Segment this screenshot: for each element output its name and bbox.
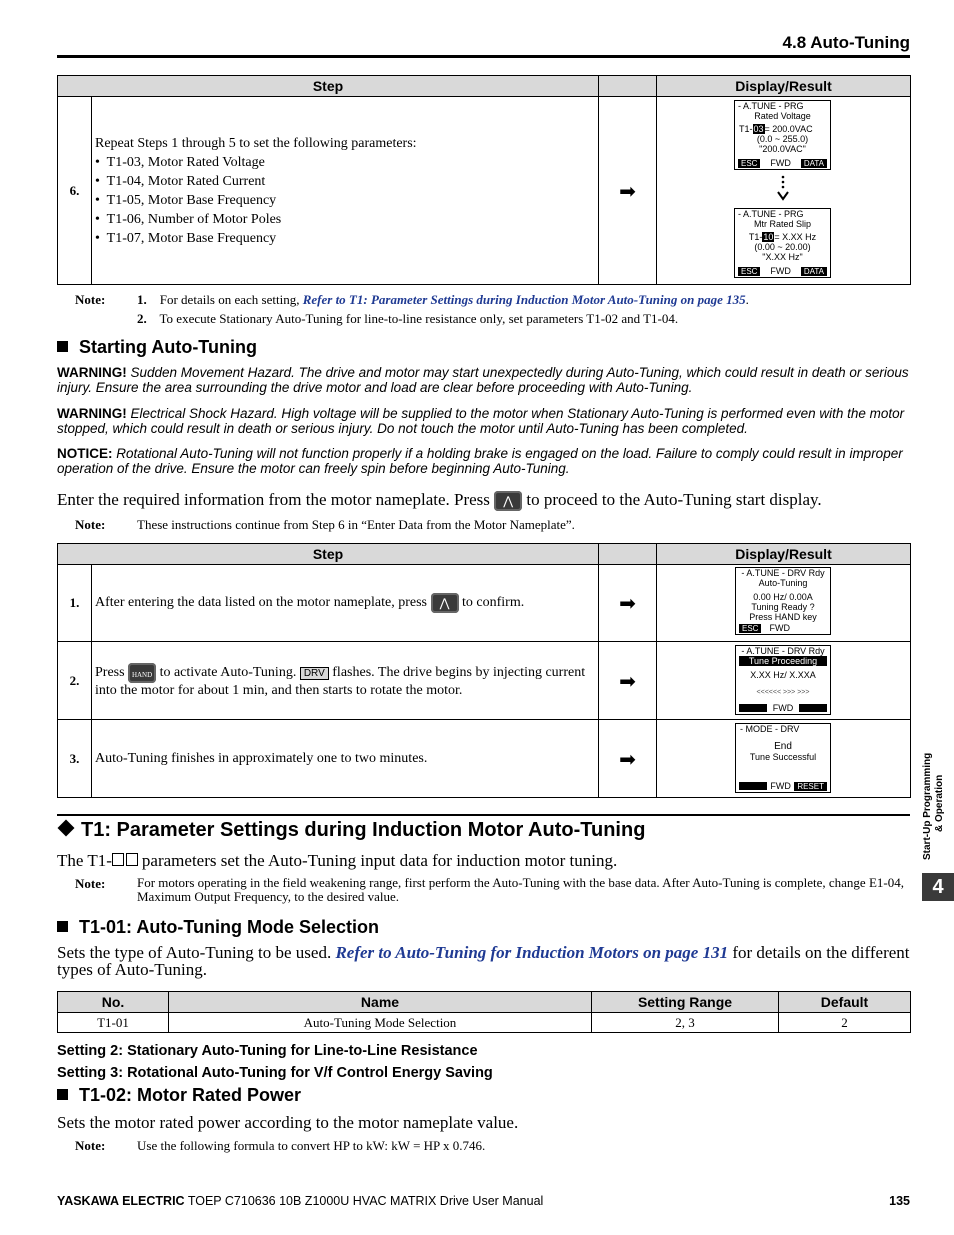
lcd-display-rated-voltage: - A.TUNE - PRG Rated Voltage T1-03= 200.0VAC (0.0 ~ 255.0) "200.0VAC" ESC FWD DATA [734,100,831,170]
note-label: Note: [75,876,106,891]
arrow-icon: ➡ [599,97,657,285]
heading-t1-parameters: T1: Parameter Settings during Induction Motor Auto-Tuning [57,819,645,842]
t1-01-description: Sets the type of Auto-Tuning to be used. Refer to Auto-Tuning for Induction Motors on page 131 for details on the different types of Auto-Tuning. [57,943,910,979]
list-item: • T1-07, Motor Base Frequency [95,230,277,246]
cell-no: T1-01 [58,1013,169,1033]
col-arrow [599,544,657,565]
note-text: For motors operating in the field weakening range, first perform the Auto-Tuning with the base data. After Auto-Tuning is complete, change E1-04, Maximum Output Frequency, to the desired value. [137,875,904,904]
page-link[interactable]: Refer to Auto-Tuning for Induction Motors on page 131 [335,943,729,962]
drv-indicator: DRV [300,667,329,680]
step-intro: Repeat Steps 1 through 5 to set the following parameters: [95,135,417,151]
step-text: After entering the data listed on the motor nameplate, press ⋀ to confirm. [92,565,599,642]
t1-02-description: Sets the motor rated power according to the motor nameplate value. [57,1113,519,1132]
step-text [92,97,599,285]
arrow-icon: ➡ [599,642,657,720]
step-number: 1. [58,565,92,642]
col-no: No. [58,992,169,1013]
page-link[interactable]: Refer to T1: Parameter Settings during Induction Motor Auto-Tuning on page 135 [302,292,746,307]
lcd-display-tune-proceeding: - A.TUNE - DRV Rdy Tune Proceeding X.XX Hz/ X.XXA <<<<<< >>> >>> FWD [735,645,831,715]
page-number: 135 [889,1194,910,1208]
bullet-square-icon [57,921,68,932]
col-display: Display/Result [657,544,911,565]
hand-key-icon: HAND [128,663,156,683]
lcd-display-tuning-ready: - A.TUNE - DRV Rdy Auto-Tuning 0.00 Hz/ 0.00A Tuning Ready ? Press HAND key ESC FWD [735,567,831,635]
setting-3-heading: Setting 3: Rotational Auto-Tuning for V/f Control Energy Saving [57,1065,493,1081]
scroll-down-icon [776,174,790,204]
note-item-1: 1. For details on each setting, Refer to T1: Parameter Settings during Induction Motor Auto-Tuning on page 135. [137,292,749,307]
arrow-icon: ➡ [599,565,657,642]
list-item: • T1-04, Motor Rated Current [95,173,266,189]
col-step: Step [58,544,599,565]
placeholder-box-icon [112,853,124,866]
header-rule [57,55,910,58]
note-item-2: 2. To execute Stationary Auto-Tuning for line-to-line resistance only, set parameters T1-02 and T1-04. [137,311,679,326]
footer-doc: YASKAWA ELECTRIC TOEP C710636 10B Z1000U HVAC MATRIX Drive User Manual [57,1194,544,1208]
step-text: Press HAND to activate Auto-Tuning. DRV flashes. The drive begins by injecting current into the motor for about 1 min, and then starts to rotate the motor. [92,642,599,720]
bullet-square-icon [57,1089,68,1100]
step-number: 6. [58,97,92,285]
warning-shock: WARNING! Electrical Shock Hazard. High voltage will be supplied to the motor when Stationary Auto-Tuning is performed even with the motor stopped, which could result in death or serious injury. Do not touch the motor until Auto-Tuning has been completed. [57,406,905,436]
enter-instructions: Enter the required information from the motor nameplate. Press ⋀ to proceed to the Auto-Tuning start display. [57,490,912,511]
section-title: 4.8 Auto-Tuning [782,33,910,52]
col-step: Step [58,76,599,97]
step-number: 2. [58,642,92,720]
placeholder-box-icon [126,853,138,866]
list-item: • T1-06, Number of Motor Poles [95,211,282,227]
section-rule [57,814,910,816]
cell-range: 2, 3 [592,1013,779,1033]
up-key-icon: ⋀ [494,491,522,511]
diamond-bullet-icon [58,820,75,837]
setting-2-heading: Setting 2: Stationary Auto-Tuning for Line-to-Line Resistance [57,1043,478,1059]
cell-name: Auto-Tuning Mode Selection [169,1013,592,1033]
list-item: • T1-05, Motor Base Frequency [95,192,277,208]
chapter-tab: 4 [922,873,954,901]
up-key-icon: ⋀ [431,593,459,613]
bullet-square-icon [57,341,68,352]
list-item: • T1-03, Motor Rated Voltage [95,154,265,170]
note-label: Note: [75,292,106,307]
esc-key: ESC [738,267,760,276]
heading-starting-auto-tuning: Starting Auto-Tuning [57,337,257,358]
col-setting-range: Setting Range [592,992,779,1013]
step-number: 3. [58,720,92,798]
reset-key: RESET [794,782,827,791]
note-label: Note: [75,1138,106,1153]
col-arrow [599,76,657,97]
note-text: These instructions continue from Step 6 in “Enter Data from the Motor Nameplate”. [137,517,575,532]
parameter-table [57,991,911,1033]
notice-brake: NOTICE: Rotational Auto-Tuning will not function properly if a holding brake is engaged on the load. Failure to comply could result in improper operation of the drive. Ensure the motor can freely spin before beginning Auto-Tuning. [57,446,903,476]
note-text: Use the following formula to convert HP to kW: kW = HP x 0.746. [137,1138,486,1153]
arrow-icon: ➡ [599,720,657,798]
table-row [58,1013,911,1033]
t1-intro: The T1- parameters set the Auto-Tuning input data for induction motor tuning. [57,851,618,870]
col-display: Display/Result [657,76,911,97]
data-key: DATA [801,159,827,168]
note-label: Note: [75,517,106,532]
data-key: DATA [801,267,827,276]
warning-movement: WARNING! Sudden Movement Hazard. The drive and motor may start unexpectedly during Auto-Tuning, which could result in death or serious injury. Ensure the area surrounding the drive motor and load are clear before proceeding with Auto-Tuning. [57,365,909,395]
col-default: Default [779,992,911,1013]
heading-t1-02: T1-02: Motor Rated Power [57,1085,301,1106]
cell-default: 2 [779,1013,911,1033]
heading-t1-01: T1-01: Auto-Tuning Mode Selection [57,917,379,938]
side-section-label: Start-Up Programming & Operation [922,752,945,860]
lcd-display-tune-successful: - MODE - DRV End Tune Successful FWD RESET [735,723,831,793]
step-text: Auto-Tuning finishes in approximately one to two minutes. [92,720,599,798]
esc-key: ESC [739,624,761,633]
esc-key: ESC [738,159,760,168]
lcd-display-rated-slip: - A.TUNE - PRG Mtr Rated Slip T1-10= X.XX Hz (0.00 ~ 20.00) "X.XX Hz" ESC FWD DATA [734,208,831,278]
col-name: Name [169,992,592,1013]
